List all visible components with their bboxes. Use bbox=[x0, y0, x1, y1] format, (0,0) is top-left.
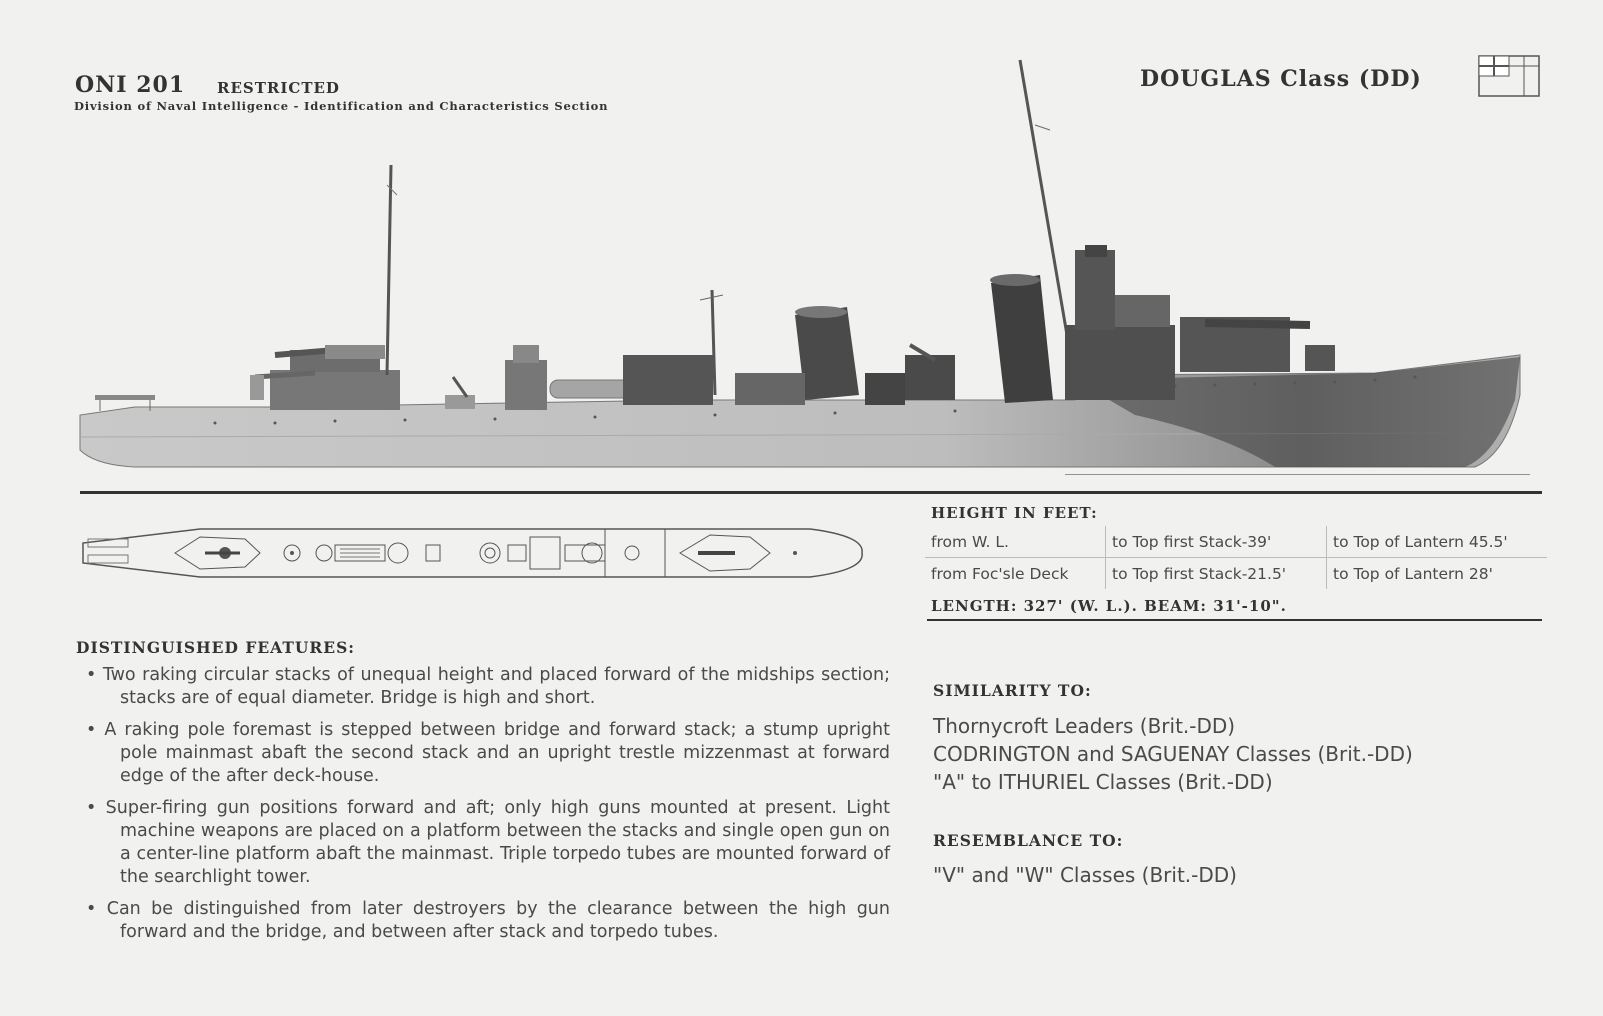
table-divider bbox=[927, 619, 1542, 621]
ship-plan-drawing bbox=[80, 515, 880, 591]
list-item: CODRINGTON and SAGUENAY Classes (Brit.-DD) bbox=[933, 742, 1413, 766]
list-item: • Can be distinguished from later destroyers by the clearance between the high gun forward and the bridge, and between after stack and torpedo tubes. bbox=[86, 899, 890, 942]
ship-profile-drawing bbox=[75, 55, 1545, 475]
height-section-title: HEIGHT IN FEET: bbox=[931, 504, 1098, 522]
list-item: • Super-firing gun positions forward and aft; only high guns mounted at present. Light machine weapons are placed on a platform between the stacks and single open gun on a center-line platform abaft the mainmast. Triple torpedo tubes are mounted forward of the searchlight tower. bbox=[86, 798, 890, 887]
table-row bbox=[925, 526, 1547, 558]
list-item: • Two raking circular stacks of unequal height and placed forward of the midships section; stacks are of equal diameter. Bridge is high and short. bbox=[86, 665, 890, 708]
similarity-list bbox=[933, 712, 1413, 796]
table-cell: from W. L. bbox=[931, 532, 1009, 551]
table-cell: to Top first Stack-39' bbox=[1106, 526, 1327, 558]
height-table bbox=[925, 526, 1547, 589]
resemblance-list bbox=[933, 861, 1237, 889]
list-item: "V" and "W" Classes (Brit.-DD) bbox=[933, 863, 1237, 887]
table-cell: from Foc'sle Deck bbox=[925, 558, 1106, 590]
table-cell: to Top first Stack-21.5' bbox=[1106, 558, 1327, 590]
class-title: DOUGLAS Class (DD) bbox=[1140, 66, 1422, 92]
length-beam-line: LENGTH: 327' (W. L.). BEAM: 31'-10". bbox=[931, 597, 1287, 615]
resemblance-title: RESEMBLANCE TO: bbox=[933, 831, 1124, 850]
section-divider bbox=[80, 491, 1542, 494]
list-item: • A raking pole foremast is stepped between bridge and forward stack; a stump upright pole mainmast abaft the second stack and an upright trestle mizzenmast at forward edge of the after deck-house. bbox=[86, 720, 890, 786]
features-list bbox=[78, 664, 890, 953]
document-id: ONI 201 bbox=[75, 72, 186, 98]
table-cell: to Top of Lantern 28' bbox=[1327, 558, 1548, 590]
table-row bbox=[925, 558, 1547, 590]
features-title: DISTINGUISHED FEATURES: bbox=[76, 638, 355, 657]
list-item: Thornycroft Leaders (Brit.-DD) bbox=[933, 714, 1236, 738]
list-item: "A" to ITHURIEL Classes (Brit.-DD) bbox=[933, 770, 1273, 794]
restriction-label: RESTRICTED bbox=[217, 79, 340, 97]
table-cell: to Top of Lantern 45.5' bbox=[1327, 526, 1548, 558]
similarity-title: SIMILARITY TO: bbox=[933, 681, 1092, 700]
division-subtitle: Division of Naval Intelligence - Identification and Characteristics Section bbox=[74, 99, 609, 113]
